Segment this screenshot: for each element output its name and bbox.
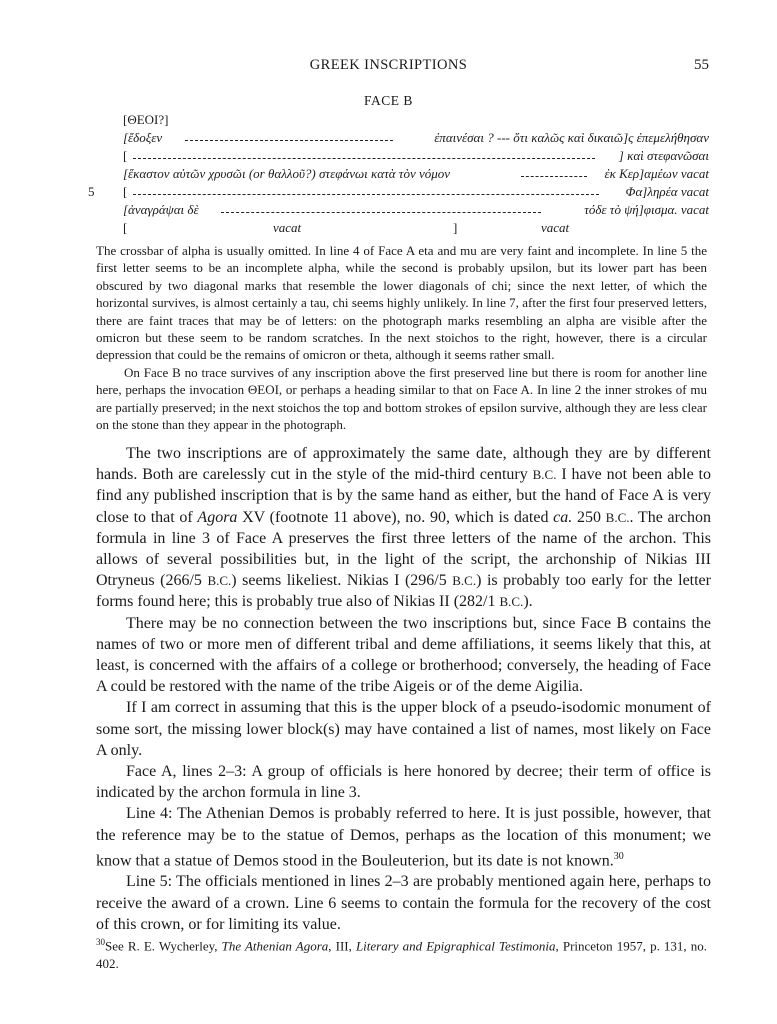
inscription-line-4-right: ἐκ Κερ]αμέων vacat [604,166,709,181]
running-head [0,57,777,77]
lacuna-dashes [185,140,393,141]
inscription-line-2-right: ἐπαινέσαι ? --- ὅτι καλῶς καὶ δικαιῶ]ς ἐπεμελήθησαν [434,130,709,145]
body-paragraph-3: If I am correct in assuming that this is the upper block of a pseudo-isodomic monument of some sort, the missing lower block(s) may have contained a list of names, most likely on Face A only. [96,699,711,759]
page-number: 55 [694,57,709,73]
inscription-line-7-vacat-2: vacat [541,220,570,235]
inscription-line-2-left: [ἔδοξεν [123,130,163,145]
inscription-line-1-text: [ΘΕΟΙ?] [123,112,169,127]
inscription-line-5-right: Φα]ληρέα vacat [625,184,709,199]
inscription-line-number: 5 [88,184,95,199]
body-paragraph-4: Face A, lines 2–3: A group of officials is here honored by decree; their term of office is indicated by the archon formula in line 3. [96,763,711,802]
inscription-line-5 [123,184,709,202]
inscription-line-4 [123,166,709,184]
body-paragraph-5: Line 4: The Athenian Demos is probably referred to here. It is just possible, however, that the reference may be to the statue of Demos, perhaps as the location of this monument; we know that a statue of Demos stood in the Bouleuterion, but its date is not known.$^{30}$ [96,805,711,870]
epigraphical-notes [96,242,707,433]
lacuna-dashes [133,194,599,195]
inscription-line-5-left: [ [123,184,128,199]
inscription-line-7-left: [ [123,220,128,235]
body-paragraph-2: There may be no connection between the two inscriptions but, since Face B contains the names of two or more men of different tribal and deme affiliations, it seems likely that this, at least, is concerned with the affairs of a college or brotherhood; conversely, the heading of Face A could be restored with the name of the tribe Aigeis or of the deme Aigilia. [96,614,711,696]
inscription-line-7-bracket: ] [453,220,458,235]
lacuna-dashes [133,158,595,159]
inscription-line-6-left: [ἀναγράψαι δὲ [123,202,199,217]
inscription-line-7-vacat-1: vacat [273,220,302,235]
inscription-line-1 [123,112,709,130]
commentary-body [96,443,711,935]
note-paragraph-2: On Face B no trace survives of any inscription above the first preserved line but there is room for another line here, perhaps the invocation ΘΕΟΙ, or perhaps a heading similar to that on Face A. In line 2 the inner strokes of mu are partially preserved; in the next stoichos the top and bottom strokes of epsilon survive, although they are less clear on the stone than they appear in the photograph. [96,364,707,433]
running-title: GREEK INSCRIPTIONS [309,57,468,73]
footnote-number: 30 [96,937,105,947]
inscription-line-6 [123,202,709,220]
footnote-reference[interactable]: 30 [613,850,624,862]
body-paragraph-6: Line 5: The officials mentioned in lines 2–3 are probably mentioned again here, perhaps to receive the award of a crown. Line 6 seems to contain the formula for the recovery of the cost of this crown, or for limiting its value. [96,873,711,933]
inscription-line-6-right: τόδε τὸ ψή]φισμα. vacat [584,202,709,217]
body-paragraph-1: The two inscriptions are of approximately the same date, although they are by different hands. Both are carelessly cut in the style of the mid-third century B.C. I have not been able to find any published inscription that is by the same hand as either, but the hand of Face A is very close to that of Agora XV (footnote 11 above), no. 90, which is dated ca. 250 B.C.. The archon formula in line 3 of Face A preserves the first three letters of the name of the archon. This allows of several possibilities but, in the light of the script, the archonship of Nikias III Otryneus (266/5 B.C.) seems likeliest. Nikias I (296/5 B.C.) is probably too early for the letter forms found here; this is probably true also of Nikias II (282/1 B.C.). [96,445,712,611]
note-paragraph-1: The crossbar of alpha is usually omitted. In line 4 of Face A eta and mu are very faint and incomplete. In line 5 the first letter seems to be an incomplete alpha, while the second is probably upsilon, but its lower part has been obscured by two diagonal marks that resemble the lower diagonals of chi; since the next letter, of which the horizontal survives, is almost certainly a tau, chi seems highly unlikely. In line 7, after the first four preserved letters, there are faint traces that may be of letters: on the photograph marks resembling an alpha are visible after the omicron but these seem to be random scratches. In the next stoichos to the right, however, there is a circular depression that could be the remains of omicron or theta, although it seems rather small. [96,243,707,363]
lacuna-dashes [221,212,541,213]
inscription-line-3 [123,148,709,166]
inscription-line-3-right: ] καὶ στεφανῶσαι [618,148,709,163]
lacuna-dashes [521,176,587,177]
face-heading: FACE B [364,93,413,108]
inscription-line-3-left: [ [123,148,128,163]
inscription-line-2 [123,130,709,148]
inscription-line-7 [123,220,709,238]
inscription-line-4-left: [ἕκαστον αὐτῶν χρυσῶι (or θαλλοῦ?) στεφάνωι κατὰ τὸν νόμον [123,166,451,181]
footnote: $^{30}$See R. E. Wycherley, The Athenian Agora, III, Literary and Epigraphical Testimonia, Princeton 1957, p. 131, no. 402. [96,937,707,971]
